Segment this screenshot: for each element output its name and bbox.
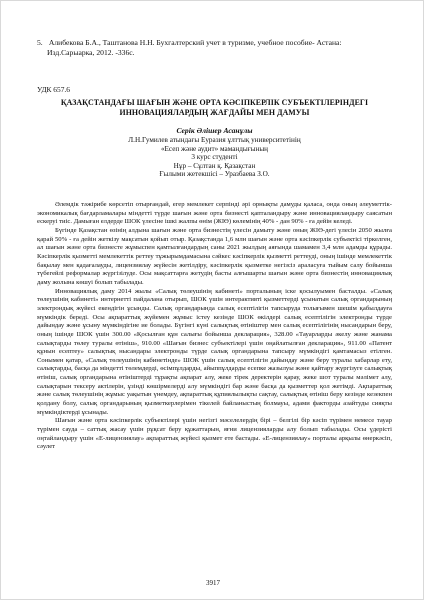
reference-number: 5. [37,38,43,47]
affiliation-university: Л.Н.Гумилев атындағы Еуразия ұлттық университетінің [128,136,301,144]
article-title [37,98,392,118]
affiliation-specialty: «Есеп және аудит» мамандығының [160,144,269,153]
reference-line-1: Алибекова Б.А., Таштанова Н.Н. Бухгалтерский учет в туризме, учебное пособие- Астана: [48,38,342,47]
udk-code: УДК 657.6 [37,85,70,94]
body-paragraph: Әлемдік тәжірибе көрсетіп отырғандай, егер мемлекет серпінді әрі орнықты дамуды қаласа, онда оның әлеуметтік-экономикалық бағдарламалары міндетті түрде шағын және орта бизнесті қапталандыру және инновацияландыру саясатын ескеруі тиіс. Дамыған елдерде ШОК үлесіне ішкі жалпы өнім (ЖІӨ) көлемінің 40% - дан 90% - ға дейін келеді. [37,201,392,226]
page-number: 3917 [206,579,220,587]
body-paragraph: Шағын және орта кәсіпкерлік субъектілері үшін негізгі мәселелердің бірі – белгілі бір кәсіп түрімен немесе тауар түрімен сауда – саттық жасау үшін рұқсат беру құжаттарын, яғни лицензияларды алу болып табылады. Осы үдерісті оңтайландыру үшін «Е-лицензиялау» ақпараттық жүйесі қызмет ете бастады. «Е-лицензиялау» порталы арқылы өнеркәсіп, сәулет [37,417,392,451]
reference-line-2: Изд.Сарыарка, 2012. -336с. [47,48,135,57]
title-line-2: ИННОВАЦИЯЛАРДЫҢ ЖАҒДАЙЫ МЕН ДАМУЫ [119,108,310,117]
author-name: Серік Әлішер Асанұлы [176,126,253,135]
reference-entry [37,38,403,58]
affiliation-city: Нұр – Сұлтан қ. Қазақстан [173,161,256,170]
title-line-1: ҚАЗАҚСТАНДАҒЫ ШАҒЫН ЖӘНЕ ОРТА КӘСІПКЕРЛІК СУБЪЕКТІЛЕРІНДЕГІ [60,98,369,107]
affiliation-supervisor: Ғылыми жетекшісі – Уразбаева З.О. [159,170,270,179]
affiliation-course: 3 курс студенті [191,153,238,162]
article-body [37,201,392,452]
body-paragraph: Бүгінде Қазақстан өзінің алдына шағын және орта бизнестің үлесін дамыту және оның ЖІӨ-дегі үлесін 2050 жылға қарай 50% - ға дейін жеткізу мақсатын қойып отыр. Қазақстанда 1,6 млн шағын және орта кәсіпкерлік субъектісі тіркелген, ал шағын және орта бизнесте жұмыспен қамтылғандардың саны 2021 жылдың аяғында шамамен 3,4 млн адамды құрады. Кәсіпкерлік қызметті мемлекеттік реттеу тұжырымдамасына сәйкес кәсіпкерлік қызметті реттеуді, оның ішінде мемлекеттік бақылау мен қадағалауды, лицензиялау жүйесін жетілдіру, кәсіпкерлік қызметке негізсіз араласуға тыйым салу бойынша түбегейлі реформалар жүргізілуде. Осы мақсаттарға жетудің басты алғышарты шағын және орта бизнестің инновациялық даму жолына көшуі болып табылады. [37,226,392,286]
body-paragraph: Инновациялық даму 2014 жылы «Салық төлеушінің кабинеті» порталының іске қосылуымен басталды. «Салық төлеушінің кабинеті» интернетті пайдалана отырып, ШОК үшін интерактивті қызметтерді ұсынатын салық органдарының электрондық жүйесі екендігін ұсынды. Салық органдарында салық есептілігін тапсыруда толығымен шешім қабылдауға мүмкіндік береді. Осы ақпараттық жүйемен жұмыс істеу кезінде ШОК өкілдері салық есептілігін электронды түрде дайындау және ұсыну мүмкіндігіне ие болады. Бүгінгі күні салықтық өтініштер мен салық есептілігінің нысандарын беру, оның ішінде ШОК үшін 300.00 «Қосылған құн салығы бойынша декларация», 328.00 «Тауарларды әкелу және жанама салықтарды төлеу туралы өтініш», 910.00 «Шағын бизнес субъектілері үшін оңайлатылған декларация», 911.00 «Патент құнын есептеу» салықтық нысандары электронды түрде салық органдарына тапсыру мүмкіндігі қамтамасыз етілген. Сонымен қатар, «Салық төлеушінің кабинетінде» ШОК үшін салық есептілігін дайындау және беру туралы хабарлар ету, салықтарды, басқа да міндетті төлемдерді, өсімпұлдарды, айыппұлдарды есепке жазылуы және қайтару жүргізуге салықтық өтініш, салық органдарына өтініштерді тұрақты ақпарат алу, жеке тірек деректерін қарау, жеке шот туралы мәлімет алу, салықтарын тексеру актілерін, ұзінді көшірмелерді алу мүмкіндігі бар және басқа да қызметтер қол жетімді. Ақпараттық және салық төлеушінің жұмыс уақытын үнемдеу, ақпараттық құпиялылықты сақтау, салықтық өтініш беру кезінде кезекпен қолдану болу, салық органдарының қызметкерлерімен тікелей байланыстың болмауы, адами факторды азайтуды сияқты мүмкіндіктерді ұсынады. [37,287,392,416]
affiliation-block [37,136,392,179]
